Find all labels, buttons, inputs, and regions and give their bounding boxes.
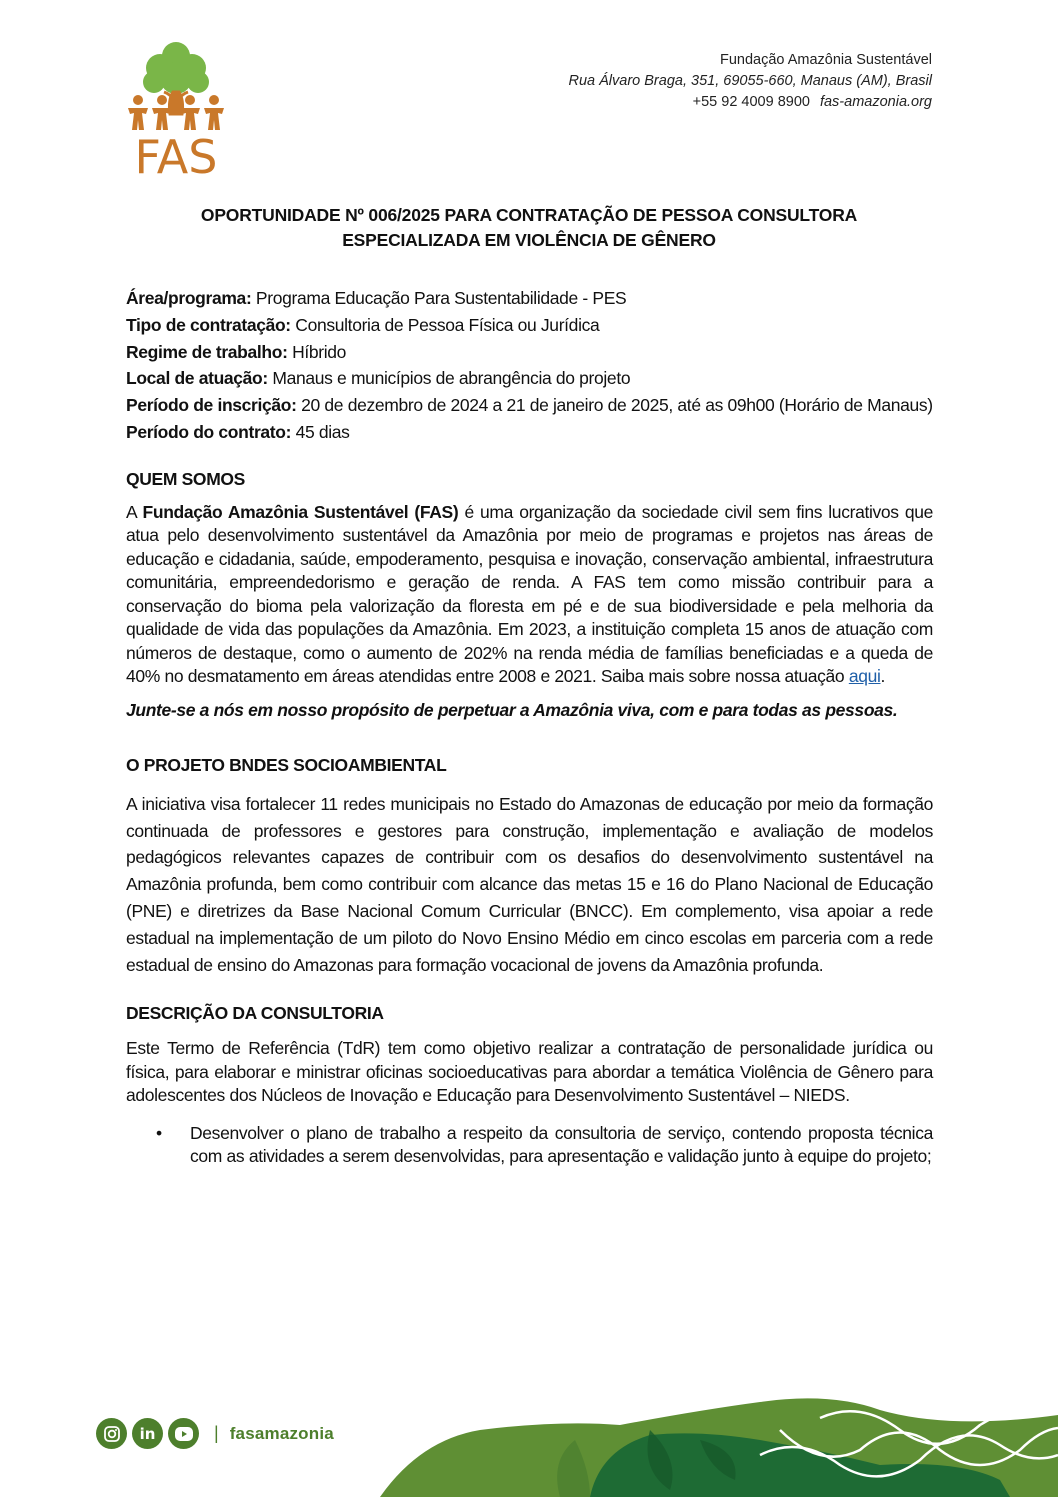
- meta-label: Local de atuação:: [126, 368, 268, 389]
- meta-value: Consultoria de Pessoa Física ou Jurídica: [290, 314, 600, 335]
- org-website[interactable]: fas-amazonia.org: [819, 94, 932, 110]
- meta-local: [126, 365, 933, 392]
- tree-canopy: [143, 42, 209, 94]
- org-address: Rua Álvaro Braga, 351, 69055-660, Manaus (AM), Brasil: [568, 73, 932, 89]
- title-line-2: ESPECIALIZADA EM VIOLÊNCIA DE GÊNERO: [342, 230, 716, 250]
- tagline: Junte-se a nós em nosso propósito de perpetuar a Amazônia viva, com e para todas as pessoas.: [126, 699, 898, 720]
- meta-value: 20 de dezembro de 2024 a 21 de janeiro de 2025, até as 09h00 (Horário de Manaus): [296, 395, 933, 416]
- youtube-icon[interactable]: [168, 1418, 199, 1449]
- org-name-bold: Fundação Amazônia Sustentável (FAS): [142, 501, 459, 522]
- fas-logo: [118, 34, 234, 176]
- meta-label: Regime de trabalho:: [126, 341, 288, 362]
- meta-label: Tipo de contratação:: [126, 314, 291, 335]
- title-line-1: OPORTUNIDADE Nº 006/2025 PARA CONTRATAÇÃO DE PESSOA CONSULTORA: [200, 205, 858, 225]
- bullet-icon: •: [156, 1122, 162, 1143]
- fas-logo-graphic: [118, 34, 234, 176]
- social-handle[interactable]: fasamazonia: [229, 1423, 334, 1443]
- meta-tipo: [126, 312, 933, 339]
- section-heading-quem-somos: QUEM SOMOS: [126, 468, 246, 489]
- paragraph-text: é uma organização da sociedade civil sem fins lucrativos que atua pelo desenvolvimento sustentável da Amazônia por meio de programas e projetos nas áreas de educação e cidadania, saúde, empoderamento, pesquisa e inovação, conservação ambiental, infraestrutura comunitária, empreendedorismo e geração de renda. A FAS tem como missão contribuir para a conservação do bioma pela valorização da floresta em pé e de sua biodiversidade e pela melhoria da qualidade de vida das populações da Amazônia. Em 2023, a instituição completa 15 anos de atuação com números de destaque, como o aumento de 202% na renda média de famílias beneficiadas e a queda de 40% no desmatamento em áreas atendidas entre 2008 e 2021. Saiba mais sobre nossa atuação: [126, 501, 933, 687]
- list-item-text: Desenvolver o plano de trabalho a respeito da consultoria de serviço, contendo proposta técnica com as atividades a serem desenvolvidas, para apresentação e validação junto à equipe do projeto;: [190, 1122, 933, 1167]
- meta-value: Programa Educação Para Sustentabilidade - PES: [251, 288, 627, 308]
- linkedin-label: in: [139, 1424, 156, 1443]
- projeto-paragraph: A iniciativa visa fortalecer 11 redes municipais no Estado do Amazonas de educação por meio da formação continuada de professores e gestores para construção, implementação e avaliação de modelos pedagógicos relevantes capazes de contribuir com os desafios do desenvolvimento sustentável na Amazônia profunda, bem como contribuir com alcance das metas 15 e 16 do Plano Nacional de Educação (PNE) e diretrizes da Base Nacional Comum Curricular (BNCC). Em complemento, visa apoiar a rede estadual na implementação de um piloto do Novo Ensino Médio em cinco escolas em parceria com a rede estadual de ensino do Amazonas para formação vocacional de jovens da Amazônia profunda.: [126, 793, 933, 975]
- meta-inscricao: [126, 392, 933, 419]
- paragraph-text: .: [880, 666, 886, 687]
- meta-value: Híbrido: [287, 341, 347, 362]
- quem-somos-paragraph: [126, 501, 933, 689]
- section-heading-projeto: O PROJETO BNDES SOCIOAMBIENTAL: [126, 755, 447, 776]
- meta-value: 45 dias: [291, 421, 350, 442]
- meta-area: [126, 285, 933, 312]
- org-name: Fundação Amazônia Sustentável: [720, 52, 932, 68]
- meta-value: Manaus e municípios de abrangência do projeto: [267, 368, 631, 389]
- instagram-icon[interactable]: [96, 1418, 127, 1449]
- meta-label: Período de inscrição:: [126, 395, 297, 416]
- opportunity-details: [126, 285, 933, 446]
- descricao-paragraph: Este Termo de Referência (TdR) tem como objetivo realizar a contratação de personalidade jurídica ou física, para elaborar e ministrar oficinas socioeducativas para abordar a temática Violência de Gênero para adolescentes dos Núcleos de Inovação e Educação para Desenvolvimento Sustentável – NIEDS.: [126, 1038, 933, 1106]
- logo-text: FAS: [134, 130, 218, 176]
- footer-separator: |: [214, 1423, 219, 1443]
- list-item: [156, 1122, 933, 1169]
- footer-social: [96, 1418, 334, 1449]
- header-contact: [569, 50, 933, 113]
- section-heading-descricao: DESCRIÇÃO DA CONSULTORIA: [126, 1003, 384, 1024]
- saiba-mais-link[interactable]: aqui: [848, 666, 881, 687]
- org-phone: +55 92 4009 8900: [692, 94, 810, 110]
- meta-regime: [126, 339, 933, 366]
- paragraph-text: A: [126, 501, 143, 522]
- descricao-bullets: [126, 1122, 933, 1169]
- meta-contrato: [126, 419, 933, 446]
- meta-label: Período do contrato:: [126, 421, 292, 442]
- meta-label: Área/programa:: [126, 288, 252, 308]
- linkedin-icon[interactable]: [132, 1418, 163, 1449]
- document-title: [126, 203, 932, 253]
- document-body: [126, 285, 933, 1169]
